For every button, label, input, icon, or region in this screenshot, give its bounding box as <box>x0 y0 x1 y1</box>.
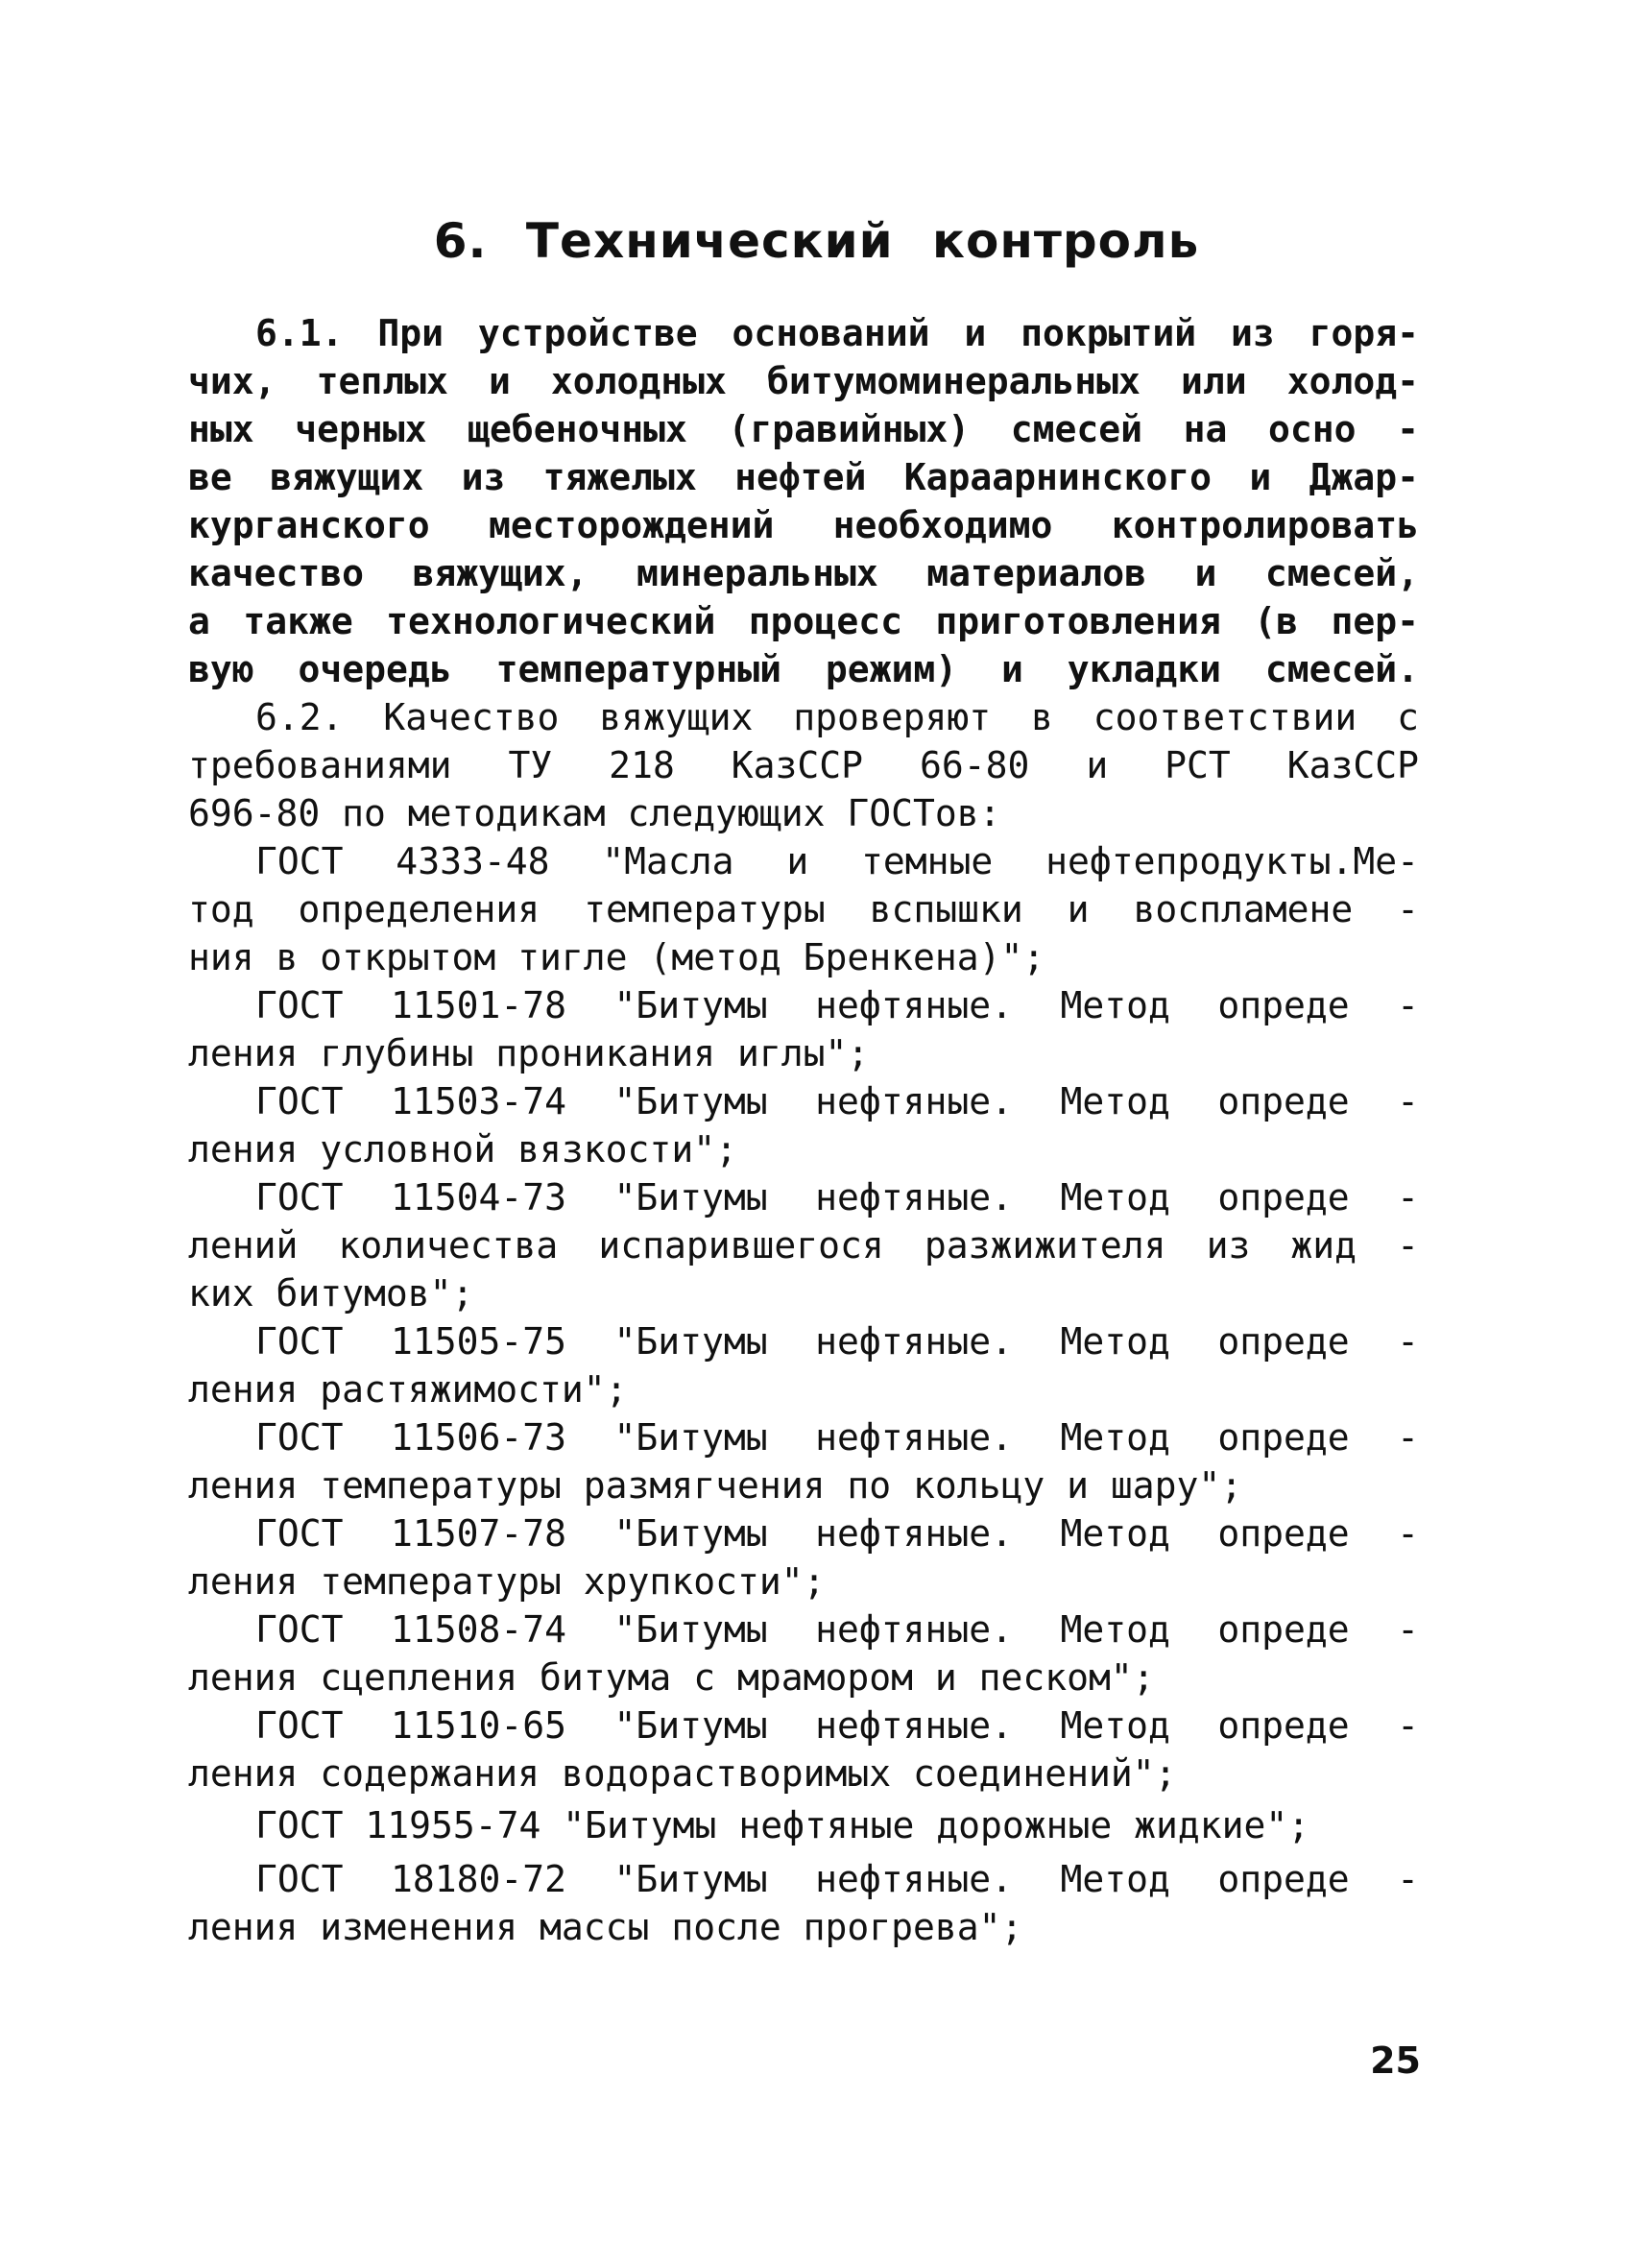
gost-item-line: ГОСТ 11510-65 "Битумы нефтяные. Метод опреде - <box>255 1704 1419 1747</box>
gost-item-line: ких битумов"; <box>188 1272 474 1315</box>
gost-item-line: ния в открытом тигле (метод Бренкена)"; <box>188 936 1045 978</box>
paragraph-line: 696-80 по методикам следующих ГОСТов: <box>188 792 1001 834</box>
gost-item-line: тод определения температуры вспышки и воспламене - <box>188 888 1419 930</box>
gost-item-line: ГОСТ 11508-74 "Битумы нефтяные. Метод опреде - <box>255 1608 1419 1651</box>
paragraph-line: ных черных щебеночных (гравийных) смесей на осно - <box>188 408 1419 450</box>
paragraph-line: чих, теплых и холодных битумоминеральных или холод- <box>188 360 1419 402</box>
gost-item-line: ления температуры хрупкости"; <box>188 1560 826 1603</box>
page-number: 25 <box>1370 2039 1421 2082</box>
gost-item-line: ления содержания водорастворимых соединений"; <box>188 1752 1177 1795</box>
gost-item-line: ГОСТ 11506-73 "Битумы нефтяные. Метод опреде - <box>255 1416 1419 1459</box>
gost-item-line: ГОСТ 11507-78 "Битумы нефтяные. Метод опреде - <box>255 1512 1419 1555</box>
gost-item-line: ГОСТ 18180-72 "Битумы нефтяные. Метод опреде - <box>255 1858 1419 1900</box>
paragraph-line: требованиями ТУ 218 КазССР 66-80 и РСТ КазССР <box>188 744 1419 786</box>
paragraph-line: качество вяжущих, минеральных материалов и смесей, <box>188 552 1419 594</box>
gost-item-line: ления изменения массы после прогрева"; <box>188 1906 1023 1948</box>
gost-item-line: ления глубины проникания иглы"; <box>188 1032 870 1074</box>
gost-item-line: ления условной вязкости"; <box>188 1128 737 1170</box>
gost-item-line: ГОСТ 11503-74 "Битумы нефтяные. Метод опреде - <box>255 1080 1419 1122</box>
gost-item-line: ГОСТ 11501-78 "Битумы нефтяные. Метод опреде - <box>255 984 1419 1026</box>
paragraph-line: вую очередь температурный режим) и укладки смесей. <box>188 648 1419 690</box>
paragraph-line: ве вяжущих из тяжелых нефтей Караарнинского и Джар- <box>188 456 1419 498</box>
gost-item-line: ления растяжимости"; <box>188 1368 628 1411</box>
gost-item-line: лений количества испарившегося разжижителя из жид - <box>188 1224 1419 1267</box>
paragraph-line: 6.2. Качество вяжущих проверяют в соответствии с <box>255 696 1419 738</box>
gost-item-line: ления сцепления битума с мрамором и песком"; <box>188 1656 1155 1699</box>
section-title: 6. Технический контроль <box>433 213 1200 269</box>
paragraph-line: курганского месторождений необходимо контролировать <box>188 504 1419 546</box>
gost-item-line: ГОСТ 11505-75 "Битумы нефтяные. Метод опреде - <box>255 1320 1419 1363</box>
paragraph-line: а также технологический процесс приготовления (в пер- <box>188 600 1419 642</box>
gost-item-line: ления температуры размягчения по кольцу и шару"; <box>188 1464 1243 1507</box>
paragraph-line: 6.1. При устройстве оснований и покрытий из горя- <box>255 312 1419 354</box>
gost-item-line: ГОСТ 4333-48 "Масла и темные нефтепродукты.Ме- <box>255 840 1419 882</box>
gost-item-line: ГОСТ 11955-74 "Битумы нефтяные дорожные жидкие"; <box>255 1804 1310 1846</box>
gost-item-line: ГОСТ 11504-73 "Битумы нефтяные. Метод опреде - <box>255 1176 1419 1218</box>
